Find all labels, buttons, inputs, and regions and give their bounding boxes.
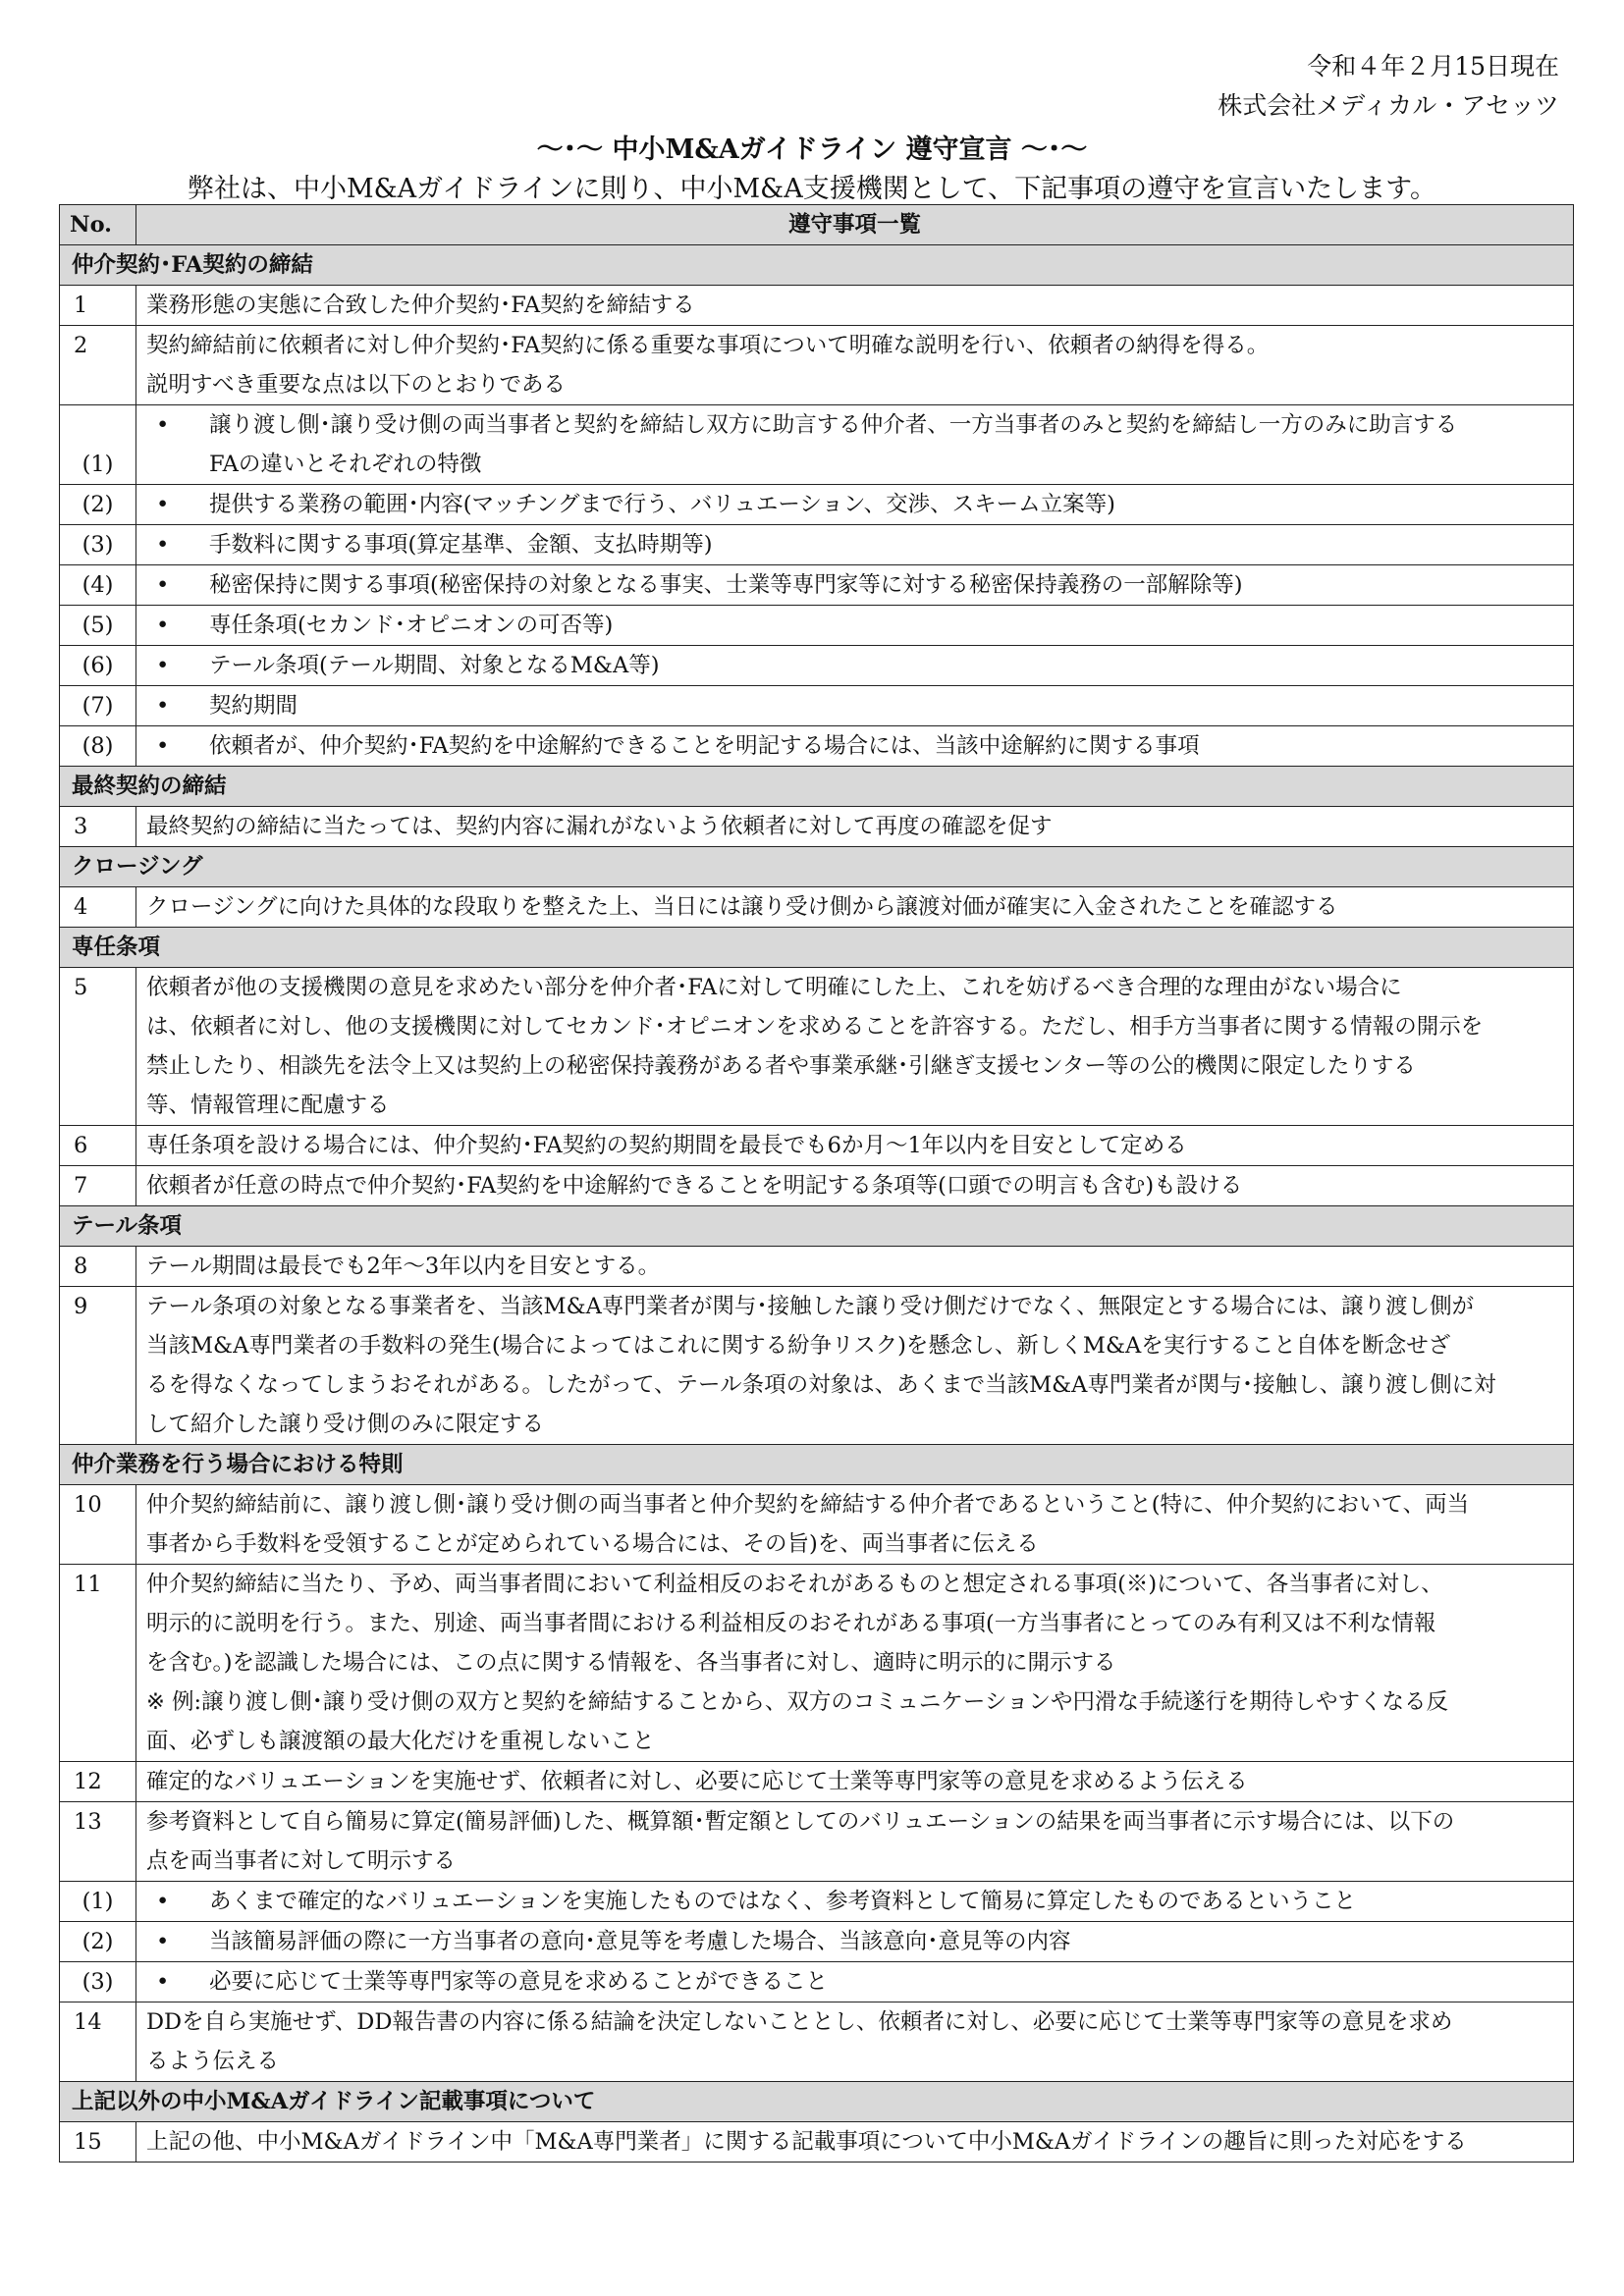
sub-item-no: (5) bbox=[60, 606, 136, 646]
text-line: るを得なくなってしまうおそれがある。したがって、テール条項の対象は、あくまで当該M&A専門業者が関与･接触し、譲り渡し側に対 bbox=[146, 1372, 1496, 1398]
item-no: 15 bbox=[60, 2122, 136, 2163]
item-text: 当該簡易評価の際に一方当事者の意向･意見等を考慮した場合、当該意向･意見等の内容 bbox=[209, 1929, 1071, 1954]
table-row bbox=[60, 405, 1574, 485]
item-no: 12 bbox=[60, 1762, 136, 1802]
section-row bbox=[60, 245, 1574, 286]
compliance-table bbox=[59, 204, 1574, 2163]
table-row bbox=[60, 807, 1574, 847]
item-text: 契約期間 bbox=[209, 693, 298, 719]
text-line: 事者から手数料を受領することが定められている場合には、その旨)を、両当事者に伝える bbox=[146, 1531, 1039, 1557]
table-row bbox=[60, 1762, 1574, 1802]
table-row bbox=[60, 1126, 1574, 1166]
item-no: 4 bbox=[60, 887, 136, 928]
item-text bbox=[136, 1287, 1574, 1445]
table-row bbox=[60, 646, 1574, 686]
item-no: 8 bbox=[60, 1247, 136, 1287]
table-row bbox=[60, 1922, 1574, 1962]
item-no: 9 bbox=[60, 1287, 136, 1445]
item-text: 秘密保持に関する事項(秘密保持の対象となる事実、士業等専門家等に対する秘密保持義務の一部解除等) bbox=[209, 572, 1243, 598]
bullet-icon: • bbox=[156, 1969, 170, 1995]
sub-item-no: (7) bbox=[60, 686, 136, 726]
item-text bbox=[136, 326, 1574, 405]
text-line: 面、必ずしも譲渡額の最大化だけを重視しないこと bbox=[146, 1729, 655, 1754]
section-title: クロージング bbox=[60, 847, 1574, 887]
text-line: 等、情報管理に配慮する bbox=[146, 1093, 390, 1118]
section-title: 専任条項 bbox=[60, 928, 1574, 968]
table-row bbox=[60, 606, 1574, 646]
item-text bbox=[136, 2002, 1574, 2082]
sub-item-no: (1) bbox=[60, 1882, 136, 1922]
section-title: 仲介契約･FA契約の締結 bbox=[60, 245, 1574, 286]
section-row bbox=[60, 847, 1574, 887]
text-line: 説明すべき重要な点は以下のとおりである bbox=[146, 372, 567, 398]
bullet-icon: • bbox=[156, 492, 170, 517]
table-row bbox=[60, 1565, 1574, 1762]
section-row bbox=[60, 1206, 1574, 1247]
bullet-icon: • bbox=[156, 1929, 170, 1954]
text-line: は、依頼者に対し、他の支援機関に対してセカンド･オピニオンを求めることを許容する。ただし、相手方当事者に関する情報の開示を bbox=[146, 1014, 1484, 1040]
table-row bbox=[60, 286, 1574, 326]
item-text: あくまで確定的なバリュエーションを実施したものではなく、参考資料として簡易に算定したものであるということ bbox=[209, 1889, 1356, 1914]
text-line: るよう伝える bbox=[146, 2049, 280, 2074]
col-header-no: No. bbox=[60, 205, 136, 245]
text-line: FAの違いとそれぞれの特徴 bbox=[209, 452, 482, 477]
text-line: して紹介した譲り受け側のみに限定する bbox=[146, 1412, 545, 1437]
text-line: 点を両当事者に対して明示する bbox=[146, 1848, 457, 1874]
document-title: 〜･〜 中小M&Aガイドライン 遵守宣言 〜･〜 bbox=[536, 134, 1088, 165]
item-text: 依頼者が、仲介契約･FA契約を中途解約できることを明記する場合には、当該中途解約に関する事項 bbox=[209, 733, 1200, 759]
table-row bbox=[60, 485, 1574, 525]
item-text bbox=[136, 1485, 1574, 1565]
item-text bbox=[136, 405, 1574, 485]
document-date: 令和４年２月15日現在 bbox=[1307, 52, 1559, 80]
table-row bbox=[60, 326, 1574, 405]
item-no: 6 bbox=[60, 1126, 136, 1166]
item-text: 専任条項(セカンド･オピニオンの可否等) bbox=[209, 613, 614, 638]
section-title: テール条項 bbox=[60, 1206, 1574, 1247]
item-no: 3 bbox=[60, 807, 136, 847]
table-row bbox=[60, 686, 1574, 726]
item-text: テール条項(テール期間、対象となるM&A等) bbox=[209, 653, 660, 678]
bullet-icon: • bbox=[156, 412, 170, 438]
item-text: テール期間は最長でも2年〜3年以内を目安とする。 bbox=[136, 1247, 1574, 1287]
table-row bbox=[60, 1802, 1574, 1882]
text-line: 仲介契約締結に当たり、予め、両当事者間において利益相反のおそれがあるものと想定される事項(※)について、各当事者に対し、 bbox=[146, 1572, 1443, 1597]
text-line: 譲り渡し側･譲り受け側の両当事者と契約を締結し双方に助言する仲介者、一方当事者のみと契約を締結し一方のみに助言する bbox=[209, 412, 1458, 438]
text-line: 禁止したり、相談先を法令上又は契約上の秘密保持義務がある者や事業承継･引継ぎ支援センター等の公的機関に限定したりする bbox=[146, 1053, 1416, 1079]
table-row bbox=[60, 2122, 1574, 2163]
text-line: 参考資料として自ら簡易に算定(簡易評価)した、概算額･暫定額としてのバリュエーションの結果を両当事者に示す場合には、以下の bbox=[146, 1809, 1455, 1835]
bullet-icon: • bbox=[156, 1889, 170, 1914]
item-text: クロージングに向けた具体的な段取りを整えた上、当日には譲り受け側から譲渡対価が確実に入金されたことを確認する bbox=[136, 887, 1574, 928]
section-title: 最終契約の締結 bbox=[60, 767, 1574, 807]
text-line: 明示的に説明を行う。また、別途、両当事者間における利益相反のおそれがある事項(一方当事者にとってのみ有利又は不利な情報 bbox=[146, 1611, 1436, 1636]
table-row bbox=[60, 726, 1574, 767]
table-row bbox=[60, 525, 1574, 565]
text-line: 契約締結前に依頼者に対し仲介契約･FA契約に係る重要な事項について明確な説明を行い、依頼者の納得を得る。 bbox=[146, 333, 1270, 358]
table-row bbox=[60, 1962, 1574, 2002]
bullet-icon: • bbox=[156, 532, 170, 558]
sub-item-no: (2) bbox=[60, 1922, 136, 1962]
sub-item-no: (8) bbox=[60, 726, 136, 767]
table-header-row bbox=[60, 205, 1574, 245]
bullet-icon: • bbox=[156, 613, 170, 638]
sub-item-no: (3) bbox=[60, 1962, 136, 2002]
item-no: 5 bbox=[60, 968, 136, 1126]
sub-item-no: (1) bbox=[60, 405, 136, 485]
sub-item-no: (2) bbox=[60, 485, 136, 525]
item-no: 2 bbox=[60, 326, 136, 405]
item-no: 1 bbox=[60, 286, 136, 326]
item-text: 手数料に関する事項(算定基準、金額、支払時期等) bbox=[209, 532, 713, 558]
item-text: 提供する業務の範囲･内容(マッチングまで行う、バリュエーション、交渉、スキーム立案等) bbox=[209, 492, 1115, 517]
table-row bbox=[60, 2002, 1574, 2082]
sub-item-no: (6) bbox=[60, 646, 136, 686]
section-title: 仲介業務を行う場合における特則 bbox=[60, 1445, 1574, 1485]
item-text: 必要に応じて士業等専門家等の意見を求めることができること bbox=[209, 1969, 829, 1995]
item-no: 10 bbox=[60, 1485, 136, 1565]
company-name: 株式会社メディカル・アセッツ bbox=[1218, 91, 1559, 120]
text-line: DDを自ら実施せず、DD報告書の内容に係る結論を決定しないこととし、依頼者に対し、必要に応じて士業等専門家等の意見を求め bbox=[146, 2009, 1453, 2035]
item-text bbox=[136, 1565, 1574, 1762]
bullet-icon: • bbox=[156, 653, 170, 678]
item-no: 14 bbox=[60, 2002, 136, 2082]
section-row bbox=[60, 1445, 1574, 1485]
item-text: 上記の他、中小M&Aガイドライン中「M&A専門業者」に関する記載事項について中小M&Aガイドラインの趣旨に則った対応をする bbox=[136, 2122, 1574, 2163]
text-line: 依頼者が他の支援機関の意見を求めたい部分を仲介者･FAに対して明確にした上、これを妨げるべき合理的な理由がない場合に bbox=[146, 975, 1402, 1000]
bullet-icon: • bbox=[156, 572, 170, 598]
item-text: 業務形態の実態に合致した仲介契約･FA契約を締結する bbox=[136, 286, 1574, 326]
item-text: 確定的なバリュエーションを実施せず、依頼者に対し、必要に応じて士業等専門家等の意見を求めるよう伝える bbox=[136, 1762, 1574, 1802]
item-no: 11 bbox=[60, 1565, 136, 1762]
text-line: テール条項の対象となる事業者を、当該M&A専門業者が関与･接触した譲り受け側だけでなく、無限定とする場合には、譲り渡し側が bbox=[146, 1294, 1475, 1319]
item-text: 最終契約の締結に当たっては、契約内容に漏れがないよう依頼者に対して再度の確認を促す bbox=[136, 807, 1574, 847]
text-line: を含む。)を認識した場合には、この点に関する情報を、各当事者に対し、適時に明示的に開示する bbox=[146, 1650, 1116, 1676]
section-row bbox=[60, 2082, 1574, 2122]
table-row bbox=[60, 1287, 1574, 1445]
text-line: 仲介契約締結前に、譲り渡し側･譲り受け側の両当事者と仲介契約を締結する仲介者であるということ(特に、仲介契約において、両当 bbox=[146, 1492, 1470, 1518]
table-row bbox=[60, 968, 1574, 1126]
item-no: 7 bbox=[60, 1166, 136, 1206]
item-text: 依頼者が任意の時点で仲介契約･FA契約を中途解約できることを明記する条項等(口頭での明言も含む)も設ける bbox=[136, 1166, 1574, 1206]
item-text: 専任条項を設ける場合には、仲介契約･FA契約の契約期間を最長でも6か月〜1年以内を目安として定める bbox=[136, 1126, 1574, 1166]
sub-item-no: (3) bbox=[60, 525, 136, 565]
bullet-icon: • bbox=[156, 733, 170, 759]
col-header-items: 遵守事項一覧 bbox=[136, 205, 1574, 245]
text-line: ※ 例:譲り渡し側･譲り受け側の双方と契約を締結することから、双方のコミュニケーションや円滑な手続遂行を期待しやすくなる反 bbox=[146, 1689, 1448, 1715]
table-row bbox=[60, 565, 1574, 606]
table-row bbox=[60, 1166, 1574, 1206]
section-title: 上記以外の中小M&Aガイドライン記載事項について bbox=[60, 2082, 1574, 2122]
bullet-icon: • bbox=[156, 693, 170, 719]
text-line: 当該M&A専門業者の手数料の発生(場合によってはこれに関する紛争リスク)を懸念し、新しくM&Aを実行すること自体を断念せざ bbox=[146, 1333, 1451, 1359]
section-row bbox=[60, 767, 1574, 807]
section-row bbox=[60, 928, 1574, 968]
table-row bbox=[60, 1247, 1574, 1287]
item-text bbox=[136, 1802, 1574, 1882]
table-row bbox=[60, 887, 1574, 928]
item-text bbox=[136, 968, 1574, 1126]
sub-item-no: (4) bbox=[60, 565, 136, 606]
table-row bbox=[60, 1485, 1574, 1565]
table-row bbox=[60, 1882, 1574, 1922]
intro-statement: 弊社は、中小M&Aガイドラインに則り、中小M&A支援機関として、下記事項の遵守を宣言いたします。 bbox=[187, 174, 1437, 204]
item-no: 13 bbox=[60, 1802, 136, 1882]
